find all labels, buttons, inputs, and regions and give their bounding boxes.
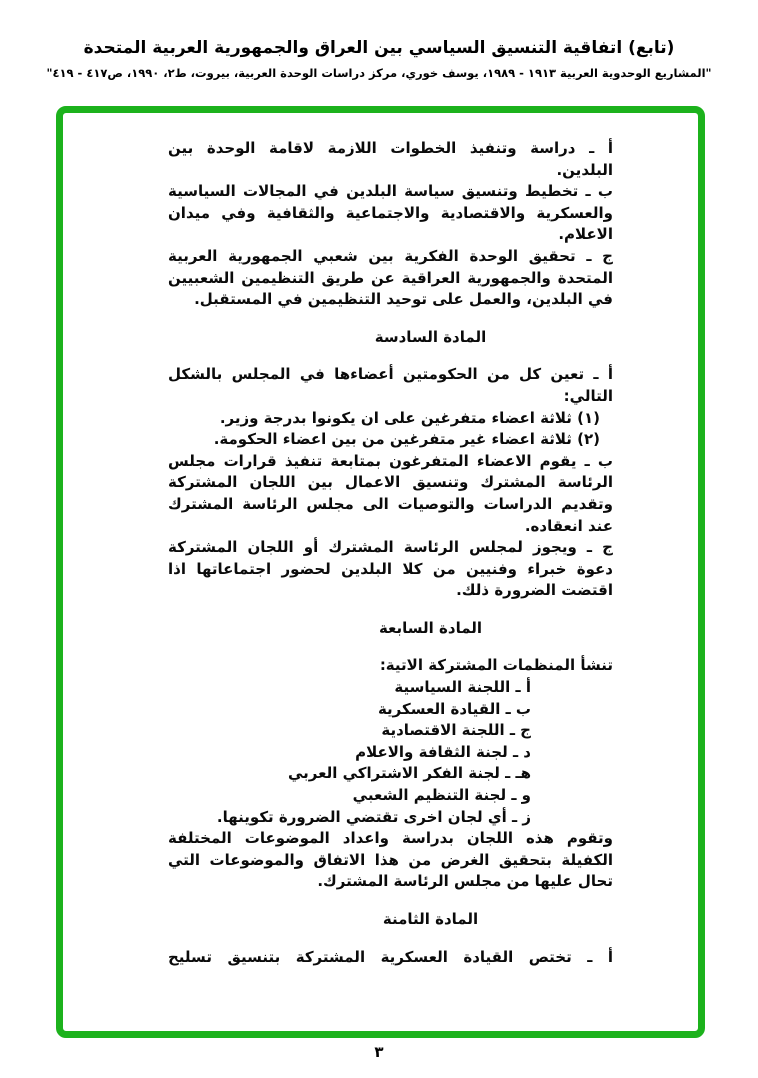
text-line: و ـ لجنة التنظيم الشعبي	[352, 786, 531, 805]
text-line: ب ـ القيادة العسكرية	[377, 699, 531, 718]
document-body	[168, 138, 613, 968]
text-line: ب ـ يقوم الاعضاء المتفرغون بمتابعة تنفيذ قرارات مجلس	[168, 451, 613, 470]
text-line: (١) ثلاثة اعضاء متفرغين على ان يكونوا بدرجة وزير.	[219, 408, 600, 427]
text-line: هـ ـ لجنة الفكر الاشتراكي العربي	[288, 764, 531, 783]
text-line: د ـ لجنة الثقافة والاعلام	[355, 742, 531, 761]
text-line: التالي:	[563, 386, 613, 405]
text-line: أ ـ اللجنة السياسية	[394, 678, 531, 697]
text-line: تنشأ المنظمات المشتركة الاتية:	[379, 656, 613, 675]
text-line: البلدين.	[556, 160, 613, 179]
article-heading: المادة الثامنة	[382, 910, 479, 928]
article-heading: المادة السابعة	[378, 618, 483, 637]
text-line: أ ـ تختص القيادة العسكرية المشتركة بتنسيق تسليح	[168, 947, 613, 966]
text-line: الاعلام.	[558, 225, 613, 244]
page-number: ٣	[374, 1043, 384, 1061]
text-line: الكفيلة بتحقيق الغرض من هذا الاتفاق والموضوعات التي	[168, 850, 613, 869]
text-line: ج ـ ويجوز لمجلس الرئاسة المشترك أو اللجان المشتركة	[168, 538, 613, 557]
text-line: والعسكرية والاقتصادية والاجتماعية والثقافية وفي ميدان	[168, 203, 613, 222]
text-line: ب ـ تخطيط وتنسيق سياسة البلدين في المجالات السياسية	[168, 182, 613, 201]
text-line: وتقوم هذه اللجان بدراسة واعداد الموضوعات المختلفة	[168, 829, 613, 848]
text-line: تحال عليها من مجلس الرئاسة المشترك.	[317, 872, 613, 891]
source-citation: "المشاريع الوحدوية العربية ١٩١٣ - ١٩٨٩، يوسف خوري، مركز دراسات الوحدة العربية، بيروت، ط٢، ١٩٩٠، ص٤١٧ - ٤١٩"	[46, 66, 712, 80]
text-line: دعوة خبراء وفنيين من كلا البلدين لحضور اجتماعاتها اذا	[168, 559, 613, 578]
text-line: وتقديم الدراسات والتوصيات الى مجلس الرئاسة المشترك	[168, 494, 613, 513]
green-border-frame	[56, 106, 705, 1038]
text-line: المتحدة والجمهورية العراقية عن طريق التنظيمين الشعبيين	[168, 268, 613, 287]
text-line: في البلدين، والعمل على توحيد التنظيمين في المستقبل.	[194, 290, 613, 309]
text-line: أ ـ دراسة وتنفيذ الخطوات اللازمة لاقامة الوحدة بين	[168, 139, 613, 157]
document-title: (تابع) اتفاقية التنسيق السياسي بين العراق والجمهورية العربية المتحدة	[83, 38, 675, 58]
text-line: ج ـ تحقيق الوحدة الفكرية بين شعبي الجمهورية العربية	[168, 246, 613, 265]
text-line: ز ـ أي لجان اخرى تقتضي الضرورة تكوينها.	[216, 807, 531, 826]
text-line: (٢) ثلاثة اعضاء غير متفرغين من بين اعضاء الحكومة.	[213, 430, 600, 449]
text-line: عند انعقاده.	[524, 516, 613, 535]
article-heading: المادة السادسة	[374, 327, 487, 346]
text-line: الرئاسة المشترك وتنسيق الاعمال بين اللجان المشتركة	[168, 473, 613, 492]
text-line: ج ـ اللجنة الاقتصادية	[381, 721, 531, 740]
text-line: أ ـ تعين كل من الحكومتين أعضاءها في المجلس بالشكل	[168, 365, 613, 384]
text-line: اقتضت الضرورة ذلك.	[456, 581, 613, 600]
document-header	[0, 36, 758, 81]
